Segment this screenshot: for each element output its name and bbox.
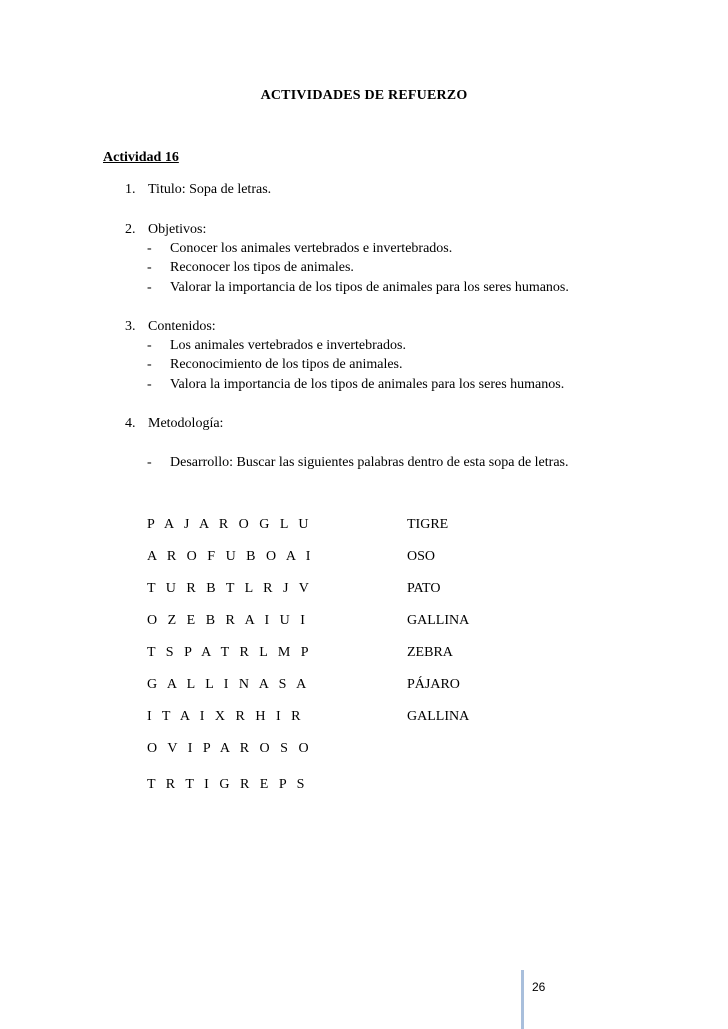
bullet-text: Conocer los animales vertebrados e invertebrados.	[170, 241, 453, 256]
activity-title: Actividad 16	[103, 150, 179, 165]
word-search-row: T R T I G R E P S	[147, 777, 305, 792]
bullet-dash: -	[147, 377, 152, 392]
page-number: 26	[532, 980, 546, 994]
item-text: Contenidos:	[148, 319, 216, 334]
item-number: 2.	[125, 222, 136, 237]
word-list-item: ZEBRA	[407, 645, 453, 660]
word-list-item: TIGRE	[407, 517, 449, 532]
footer-divider	[521, 970, 524, 1029]
word-search-row: G A L L I N A S A	[147, 677, 307, 692]
item-number: 3.	[125, 319, 136, 334]
bullet-dash: -	[147, 357, 152, 372]
word-list-item: PÁJARO	[407, 677, 460, 692]
word-search-row: I T A I X R H I R	[147, 709, 301, 724]
word-search-row: P A J A R O G L U	[147, 517, 310, 532]
bullet-dash: -	[147, 455, 152, 470]
bullet-text: Los animales vertebrados e invertebrados.	[170, 338, 406, 353]
word-search-row: T U R B T L R J V	[147, 581, 310, 596]
item-number: 1.	[125, 182, 136, 197]
item-number: 4.	[125, 416, 136, 431]
bullet-text: Reconocimiento de los tipos de animales.	[170, 357, 403, 372]
bullet-text: Valora la importancia de los tipos de animales para los seres humanos.	[170, 377, 565, 392]
word-list-item: PATO	[407, 581, 441, 596]
word-list-item: GALLINA	[407, 709, 470, 724]
page-heading: ACTIVIDADES DE REFUERZO	[260, 88, 468, 103]
bullet-text: Desarrollo: Buscar las siguientes palabras dentro de esta sopa de letras.	[170, 455, 569, 470]
word-search-row: A R O F U B O A I	[147, 549, 311, 564]
word-search-row: T S P A T R L M P	[147, 645, 310, 660]
bullet-dash: -	[147, 338, 152, 353]
item-text: Metodología:	[148, 416, 224, 431]
word-list-item: GALLINA	[407, 613, 470, 628]
bullet-dash: -	[147, 260, 152, 275]
bullet-text: Valorar la importancia de los tipos de animales para los seres humanos.	[170, 280, 569, 295]
bullet-dash: -	[147, 241, 152, 256]
bullet-dash: -	[147, 280, 152, 295]
word-search-row: O V I P A R O S O	[147, 741, 310, 756]
word-list-item: OSO	[407, 549, 436, 564]
word-search-row: O Z E B R A I U I	[147, 613, 306, 628]
item-text: Titulo: Sopa de letras.	[148, 182, 272, 197]
item-text: Objetivos:	[148, 222, 207, 237]
bullet-text: Reconocer los tipos de animales.	[170, 260, 354, 275]
